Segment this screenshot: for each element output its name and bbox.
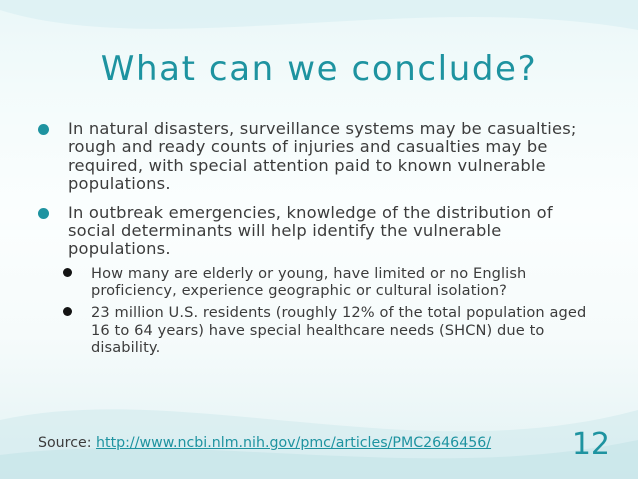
sub-bullet-text: 23 million U.S. residents (roughly 12% of the total population aged 16 to 64 years) have special healthcare needs (SHCN) due to disability.	[91, 304, 587, 357]
bullet-item	[38, 204, 598, 259]
bullet-text: In outbreak emergencies, knowledge of the distribution of social determinants will help identify the vulnerable populations.	[68, 202, 553, 259]
bullet-dot-icon	[38, 124, 49, 135]
bullet-list	[38, 120, 598, 361]
sub-bullet-text: How many are elderly or young, have limited or no English proficiency, experience geographic or cultural isolation?	[91, 264, 527, 300]
slide-title: What can we conclude?	[100, 49, 538, 89]
bullet-dot-icon	[38, 208, 49, 219]
bullet-text: In natural disasters, surveillance systems may be casualties; rough and ready counts of injuries and casualties may be required, with special attention paid to known vulnerable populations.	[68, 119, 577, 194]
source-link[interactable]: http://www.ncbi.nlm.nih.gov/pmc/articles/PMC2646456/	[96, 435, 492, 451]
sub-bullet-item	[63, 304, 598, 357]
source-label: Source:	[38, 435, 92, 451]
bullet-item	[38, 120, 598, 194]
sub-bullet-dot-icon	[63, 307, 72, 316]
sub-bullet-item	[63, 265, 598, 300]
page-number: 12	[571, 427, 610, 462]
source-citation	[38, 435, 491, 451]
sub-bullet-dot-icon	[63, 268, 72, 277]
